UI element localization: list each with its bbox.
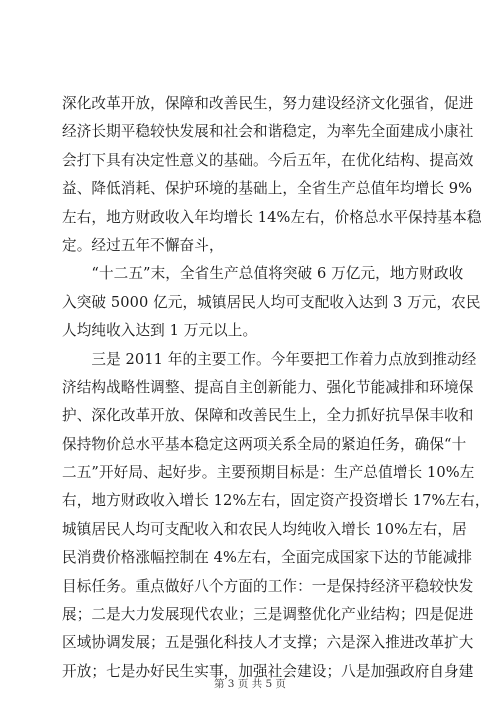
text-line: 会打下具有决定性意义的基础。今后五年，在优化结构、提高效 bbox=[62, 151, 474, 169]
text-line: 三是 2011 年的主要工作。今年要把工作着力点放到推动经 bbox=[62, 350, 477, 368]
text-line: 右，地方财政收入增长 12%左右，固定资产投资增长 17%左右， bbox=[62, 492, 490, 510]
text-line: 济结构战略性调整、提高自主创新能力、强化节能减排和环境保 bbox=[62, 378, 474, 396]
text-line: 保持物价总水平基本稳定这两项关系全局的紧迫任务，确保“十 bbox=[62, 435, 467, 453]
text-line: 护、深化改革开放、保障和改善民生上，全力抓好抗旱保丰收和 bbox=[62, 407, 474, 425]
text-line: 益、降低消耗、保护环境的基础上，全省生产总值年均增长 9% bbox=[62, 180, 473, 198]
text-line: 左右，地方财政收入年均增长 14%左右，价格总水平保持基本稳 bbox=[62, 208, 482, 226]
text-line: 深化改革开放，保障和改善民生，努力建设经济文化强省，促进 bbox=[62, 95, 474, 112]
text-line: 人均纯收入达到 1 万元以上。 bbox=[62, 322, 258, 340]
text-line: “十二五”末，全省生产总值将突破 6 万亿元，地方财政收 bbox=[62, 265, 464, 283]
text-line: 开放；七是办好民生实事，加强社会建设；八是加强政府自身建 bbox=[62, 662, 474, 680]
text-line: 二五”开好局、起好步。主要预期目标是：生产总值增长 10%左 bbox=[62, 464, 475, 482]
text-line: 民消费价格涨幅控制在 4%左右，全面完成国家下达的节能减排 bbox=[62, 549, 473, 567]
text-line: 入突破 5000 亿元，城镇居民人均可支配收入达到 3 万元，农民 bbox=[62, 293, 481, 311]
text-line: 城镇居民人均可支配收入和农民人均纯收入增长 10%左右，居 bbox=[62, 520, 467, 538]
page-footer: 第 3 页 共 5 页 bbox=[213, 678, 287, 690]
text-line: 定。经过五年不懈奋斗， bbox=[62, 236, 224, 254]
text-line: 经济长期平稳较快发展和社会和谐稳定，为率先全面建成小康社 bbox=[62, 123, 474, 141]
text-line: 展；二是大力发展现代农业；三是调整优化产业结构；四是促进 bbox=[62, 606, 474, 624]
text-line: 目标任务。重点做好八个方面的工作：一是保持经济平稳较快发 bbox=[62, 577, 474, 595]
body-text bbox=[62, 90, 490, 686]
text-line: 区域协调发展；五是强化科技人才支撑；六是深入推进改革扩大 bbox=[62, 634, 474, 652]
